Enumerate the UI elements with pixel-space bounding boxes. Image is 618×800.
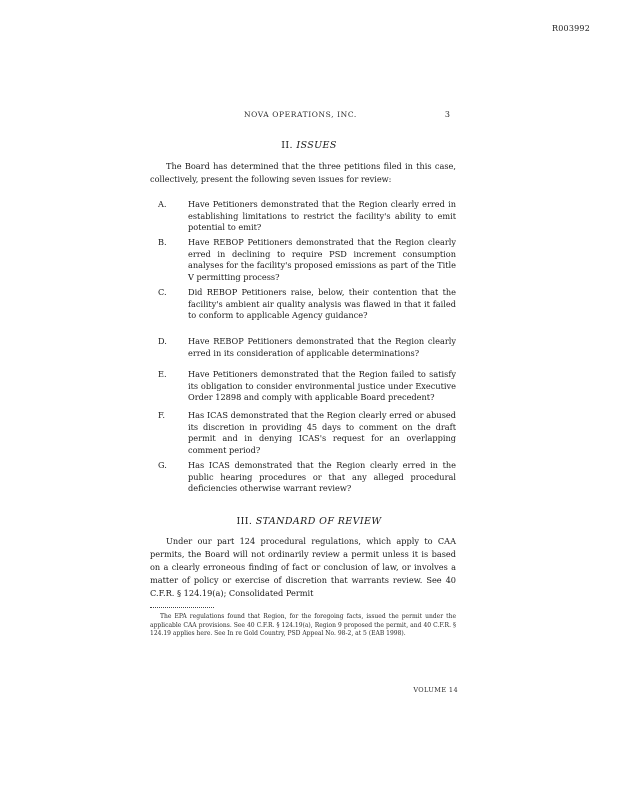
issue-text: Have Petitioners demonstrated that the Region clearly erred in establishing limitations to restrict the facility's ability to emit potential to emit? <box>188 199 456 232</box>
issue-letter: G. <box>158 460 167 470</box>
issue-letter: A. <box>158 199 167 209</box>
section-title: ISSUES <box>296 140 337 151</box>
standard-paragraph: Under our part 124 procedural regulations, which apply to CAA permits, the Board will not ordinarily review a permit unless it is based on a clearly erroneous finding of fact or conclusion of law, or involves a matter of policy or exercise of discretion that warrants review. See 40 C.F.R. § 124.19(a); Consolidated Permit <box>150 536 456 598</box>
issue-text: Have Petitioners demonstrated that the Region failed to satisfy its obligation to consider environmental justice under Executive Order 12898 and comply with applicable Board precedent? <box>188 369 456 402</box>
page-number: 3 <box>444 110 450 119</box>
volume-stamp: VOLUME 14 <box>413 686 458 694</box>
section-numeral: II. <box>281 140 293 151</box>
running-head: NOVA OPERATIONS, INC. <box>244 110 357 119</box>
section-heading-issues <box>0 140 618 151</box>
footnote: The EPA regulations found that Region, for the foregoing facts, issued the permit under the applicable CAA provisions. See 40 C.F.R. § 124.19(a), Region 9 proposed the permit, and 40 C.F.R. § 124.19 applies here. See In re Gold Country, PSD Appeal No. 98-2, at 5 (EAB 1998). <box>150 613 456 637</box>
issue-text: Did REBOP Petitioners raise, below, their contention that the facility's ambient air quality analysis was flawed in that it failed to conform to applicable Agency guidance? <box>188 287 456 320</box>
section-numeral: III. <box>236 516 253 527</box>
issue-text: Has ICAS demonstrated that the Region clearly erred or abused its discretion in providing 45 days to comment on the draft permit and in denying ICAS's request for an overlapping comment period? <box>188 410 456 455</box>
issue-item <box>154 460 456 495</box>
section-title: STANDARD OF REVIEW <box>255 516 382 527</box>
issue-letter: E. <box>158 369 167 379</box>
issue-text: Has ICAS demonstrated that the Region clearly erred in the public hearing procedures or that any alleged procedural deficiencies otherwise warrant review? <box>188 460 456 493</box>
issue-letter: B. <box>158 237 167 247</box>
intro-paragraph: The Board has determined that the three petitions filed in this case, collectively, present the following seven issues for review: <box>150 161 456 184</box>
issue-item <box>154 369 456 404</box>
issue-item <box>154 410 456 456</box>
issue-item <box>154 237 456 283</box>
issue-letter: D. <box>158 336 167 346</box>
issue-item <box>154 336 456 359</box>
document-id: R003992 <box>552 24 590 33</box>
issue-letter: F. <box>158 410 166 420</box>
issue-text: Have REBOP Petitioners demonstrated that the Region clearly erred in declining to require PSD increment consumption analyses for the facility's proposed emissions as part of the Title V permitting process? <box>188 237 456 282</box>
issue-item <box>154 199 456 234</box>
issue-letter: C. <box>158 287 167 297</box>
issue-text: Have REBOP Petitioners demonstrated that the Region clearly erred in its consideration of applicable determinations? <box>188 336 456 358</box>
issue-item <box>154 287 456 322</box>
footnote-divider <box>150 607 214 608</box>
section-heading-standard <box>0 516 618 527</box>
